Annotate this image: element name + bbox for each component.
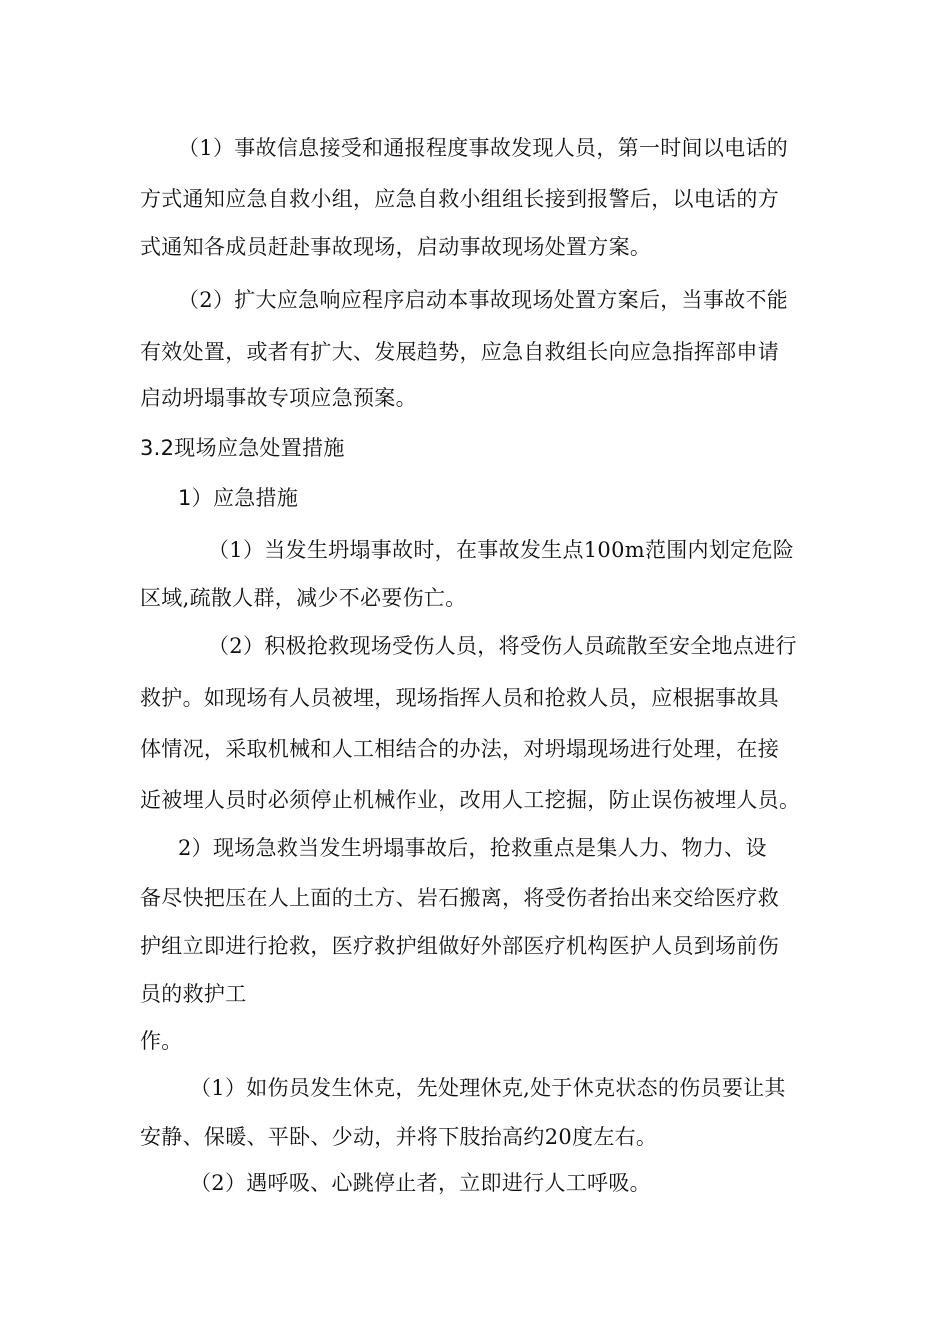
- subsection-heading-1: 1）应急措施: [178, 486, 299, 510]
- paragraph-7-line-1: （2）遇呼吸、心跳停止者，立即进行人工呼吸。: [190, 1171, 651, 1195]
- paragraph-5-line-3: 护组立即进行抢救，医疗救护组做好外部医疗机构医护人员到场前伤: [140, 934, 779, 958]
- paragraph-2-line-1: （2）扩大应急响应程序启动本事故现场处置方案后，当事故不能: [178, 288, 789, 312]
- paragraph-3-line-1: （1）当发生坍塌事故时，在事故发生点100m范围内划定危险: [208, 538, 795, 562]
- paragraph-5-line-1: 2）现场急救当发生坍塌事故后，抢救重点是集人力、物力、设: [178, 836, 767, 860]
- paragraph-1-line-2: 方式通知应急自救小组，应急自救小组组长接到报警后，以电话的方: [140, 187, 779, 211]
- section-heading: 3.2现场应急处置措施: [140, 436, 345, 460]
- paragraph-6-line-1: （1）如伤员发生休克，先处理休克,处于休克状态的伤员要让其: [190, 1076, 786, 1100]
- paragraph-4-line-3: 体情况，采取机械和人工相结合的办法，对坍塌现场进行处理，在接: [140, 737, 779, 761]
- paragraph-4-line-2: 救护。如现场有人员被埋，现场指挥人员和抢救人员，应根据事故具: [140, 686, 779, 710]
- paragraph-4-line-4: 近被埋人员时必须停止机械作业，改用人工挖掘，防止误伤被埋人员。: [140, 788, 801, 812]
- paragraph-1-line-1: （1）事故信息接受和通报程度事故发现人员，第一时间以电话的: [178, 136, 789, 160]
- paragraph-5-line-4: 员的救护工: [140, 982, 247, 1006]
- paragraph-2-line-2: 有效处置，或者有扩大、发展趋势，应急自救组长向应急指挥部申请: [140, 340, 779, 364]
- paragraph-2-line-3: 启动坍塌事故专项应急预案。: [140, 386, 417, 410]
- paragraph-5-line-5: 作。: [140, 1029, 183, 1053]
- paragraph-3-line-2: 区域,疏散人群，减少不必要伤亡。: [140, 586, 467, 610]
- paragraph-6-line-2: 安静、保暖、平卧、少动，并将下肢抬高约20度左右。: [140, 1125, 658, 1149]
- paragraph-1-line-3: 式通知各成员赶赴事故现场，启动事故现场处置方案。: [140, 235, 652, 259]
- paragraph-4-line-1: （2）积极抢救现场受伤人员，将受伤人员疏散至安全地点进行: [208, 634, 797, 658]
- paragraph-5-line-2: 备尽快把压在人上面的土方、岩石搬离，将受伤者抬出来交给医疗救: [140, 886, 779, 910]
